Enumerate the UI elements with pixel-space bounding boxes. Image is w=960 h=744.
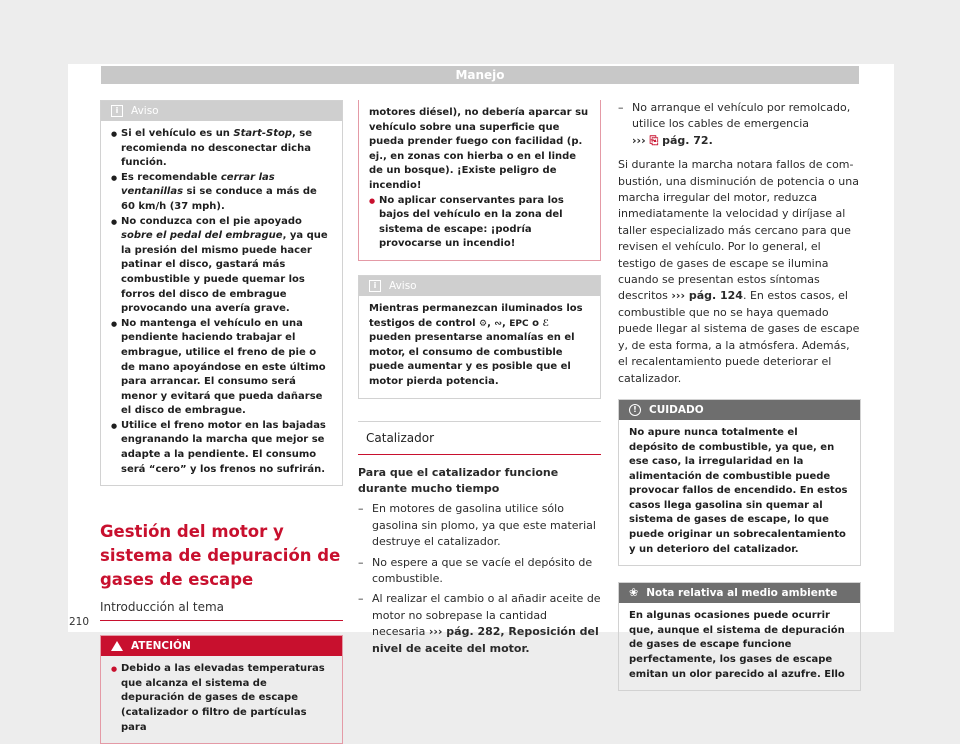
column-2 <box>358 100 601 657</box>
list-item: – Al realizar el cambio o al añadir aceite de motor no sobrepase la cantidad necesaria ››› pág. 282, Reposición del nivel de aceite del motor. <box>358 591 601 657</box>
page-reference-link[interactable]: ››› pág. 124 <box>671 289 743 303</box>
list-item: – No arranque el vehículo por remolcado, utilice los cables de emergencia ››› ⎘ pág. 72. <box>618 100 861 149</box>
list-item: ● Si el vehículo es un Start-Stop, se recomienda no desconectar dicha función. <box>111 127 332 171</box>
list-item: ● Utilice el freno motor en las bajadas engranando la marcha que mejor se adapte a la pendiente. El consumo será “cero” y los frenos no sufrirán. <box>111 419 332 477</box>
aviso-box-1 <box>100 100 343 486</box>
info-icon: i <box>369 280 381 292</box>
info-icon: i <box>111 105 123 117</box>
page-reference-link[interactable]: ››› ⎘ pág. 72. <box>632 133 713 147</box>
list-item: – En motores de gasolina utilice sólo gasolina sin plomo, ya que este material destruye el catalizador. <box>358 501 601 550</box>
atencion-cont-text: motores diésel), no debería aparcar su vehículo sobre una superficie que pueda prender fuego con facilidad (p. ej., en zonas con hierba o en el linde de un bosque). ¡Existe peligro de incendio! <box>369 107 589 191</box>
nota-body: En algunas ocasiones puede ocurrir que, aunque el sistema de depuración de gases de escape funcione perfectamente, los gases de escape emitan un olor parecido al azufre. Ello <box>629 610 845 680</box>
list-item: ● No mantenga el vehículo en una pendiente haciendo trabajar el embrague, utilice el freno de pie o de mano apoyándose en este último para arrancar. El consumo será menor y evitará que pueda dañarse el disco de embrague. <box>111 317 332 419</box>
section-title: Gestión del motor y sistema de depuración de gases de escape <box>100 522 341 590</box>
list-item: ● Debido a las elevadas temperaturas que alcanza el sistema de depuración de gases de escape (catalizador o filtro de partículas para <box>111 662 332 735</box>
atencion-cont-body <box>359 100 600 260</box>
epc-icon: EPC <box>509 318 529 329</box>
warning-icon <box>111 641 123 651</box>
book-icon: ⎘ <box>649 133 659 147</box>
atencion-body <box>101 656 342 743</box>
list-item: ● Es recomendable cerrar las ventanillas si se conduce a más de 60 km/h (37 mph). <box>111 171 332 215</box>
aviso-title: Aviso <box>131 105 159 117</box>
nota-title: Nota relativa al medio ambiente <box>646 587 838 600</box>
aviso-title: Aviso <box>389 279 417 292</box>
glow-plug-icon: ℰ <box>542 318 550 329</box>
environment-icon: ❀ <box>629 586 639 600</box>
aviso-body <box>101 121 342 485</box>
para-heading: Para que el catalizador funcione durante mucho tiempo <box>358 465 559 495</box>
column-3 <box>618 100 861 691</box>
paragraph: Si durante la marcha notara fallos de combustión, una disminución de potencia o una marcha irregular del motor, reduzca inmediatamente la velocidad y diríjase al taller especializado más cercano para que revisen el vehículo. Por lo general, el testigo de gases de escape se ilumina cuando se presentan estos síntomas descritos ››› pág. 124. En estos casos, el combustible que no se haya quemado puede llegar al sistema de gases de escape y, de esta forma, a la atmósfera. Además, el recalentamiento puede deteriorar el catalizador. <box>618 158 860 385</box>
column-1 <box>100 100 343 744</box>
cuidado-header <box>619 400 860 420</box>
atencion-box-cont <box>358 100 601 261</box>
col3-body <box>618 100 861 387</box>
list-item: ● No aplicar conservantes para los bajos del vehículo en la zona del sistema de escape: ¡podría provocarse un incendio! <box>369 194 590 252</box>
list-item: – No espere a que se vacíe el depósito de combustible. <box>358 555 601 588</box>
catalizador-body <box>358 465 601 657</box>
atencion-header <box>101 636 342 656</box>
cuidado-title: CUIDADO <box>649 403 704 416</box>
exhaust-icon: ∾ <box>494 318 502 329</box>
aviso-header <box>101 101 342 121</box>
page-header: Manejo <box>101 66 859 84</box>
catalizador-heading: Catalizador <box>358 421 601 455</box>
list-item: ● No conduzca con el pie apoyado sobre el pedal del embrague, ya que la presión del mismo puede hacer patinar el disco, gastará más combustible y puede quemar los forros del disco de embrague provocando una avería grave. <box>111 215 332 317</box>
atencion-title: ATENCIÓN <box>131 640 191 653</box>
cuidado-box <box>618 399 861 566</box>
page-number: 210 <box>69 616 90 628</box>
aviso-header <box>359 276 600 296</box>
page-reference-link[interactable]: ››› pág. 282, Reposición del nivel de aceite del motor. <box>372 625 599 655</box>
engine-warning-icon: ⚙ <box>479 318 488 329</box>
aviso-body: Mientras permanezcan iluminados los testigos de control ⚙, ∾, EPC o ℰ pueden presentarse anomalías en el motor, el consumo de combustible puede aumentar y es posible que el motor pierda potencia. <box>369 302 583 387</box>
cuidado-body: No apure nunca totalmente el depósito de combustible, ya que, en ese caso, la irregularidad en la alimentación de combustible puede provocar fallos de encendido. En estos casos llega gasolina sin quemar al sistema de gases de escape, lo que puede originar un sobrecalentamiento y un deterioro del catalizador. <box>629 426 848 555</box>
nota-header <box>619 583 860 603</box>
atencion-box <box>100 635 343 744</box>
nota-box <box>618 582 861 691</box>
exclamation-icon: ! <box>629 404 641 416</box>
aviso-box-2 <box>358 275 601 399</box>
subtitle: Introducción al tema <box>100 600 343 621</box>
